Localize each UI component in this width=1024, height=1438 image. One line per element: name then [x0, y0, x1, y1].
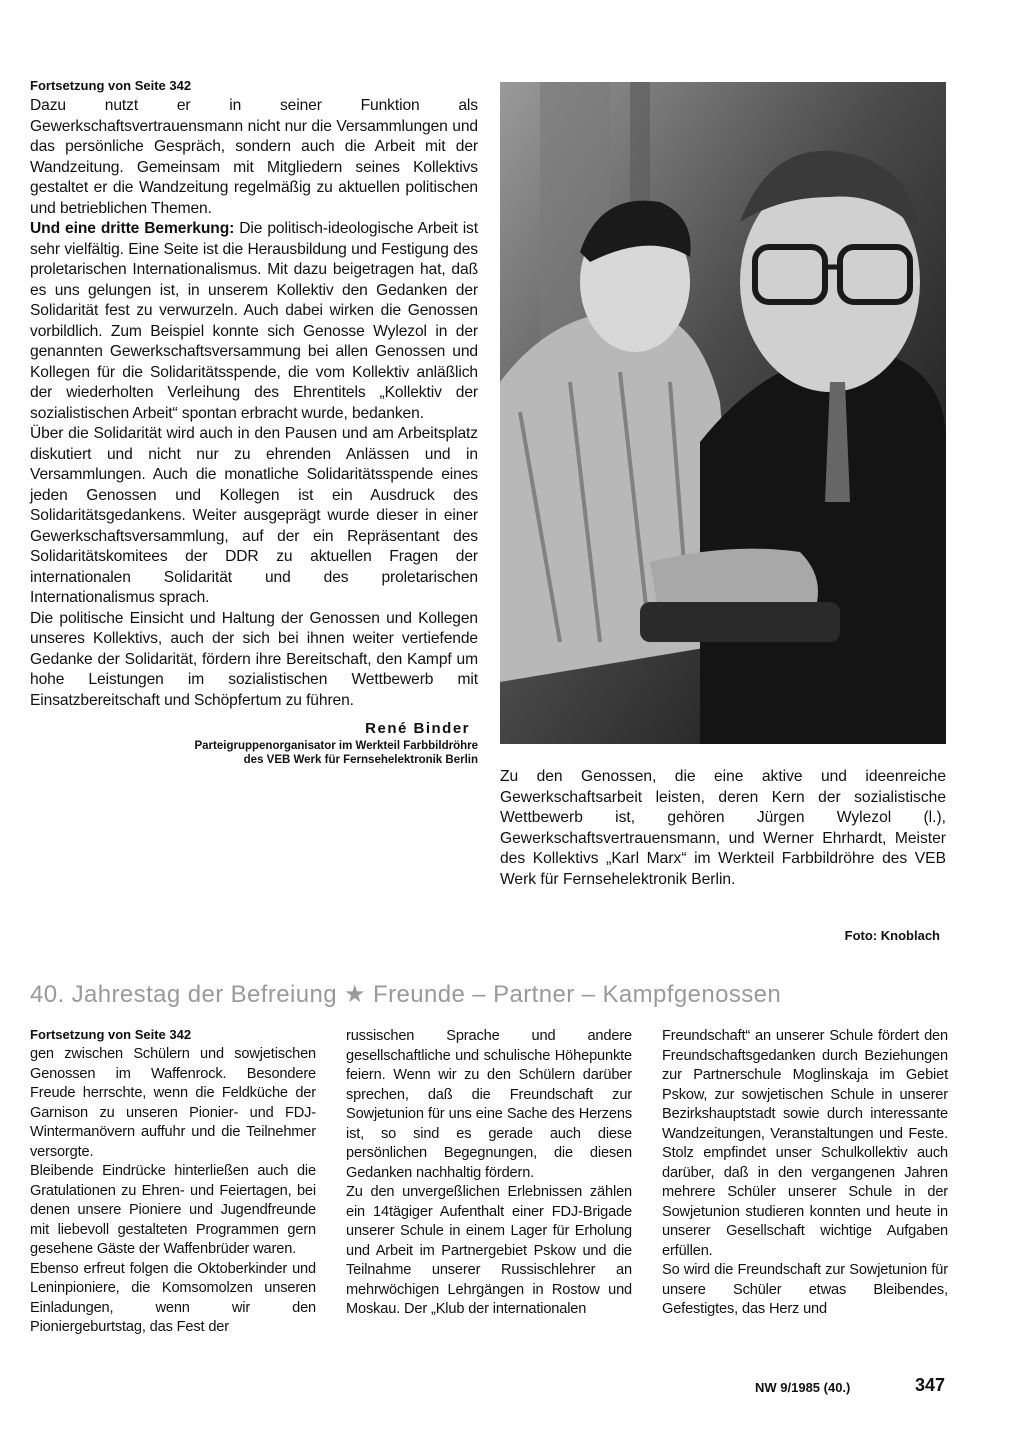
photo-credit: Foto: Knoblach: [844, 928, 940, 943]
remark-lead: Und eine dritte Bemerkung:: [30, 220, 235, 237]
author-role: des VEB Werk für Fernsehelektronik Berlin: [243, 754, 478, 766]
continuation-label: Fortsetzung von Seite 342: [30, 78, 192, 93]
section-banner: 40. Jahrestag der Befreiung ★ Freunde – Partner – Kampfgenossen: [30, 981, 782, 1008]
issue-label: NW 9/1985 (40.): [755, 1380, 851, 1395]
article-photo: [500, 82, 946, 744]
photo-caption: Zu den Genossen, die eine aktive und ideenreiche Gewerkschaftsarbeit leisten, deren Kern der sozialistische Wettbewerb ist, gehören Jürgen Wylezol (l.), Gewerkschaftsvertrauensmann, und Werner Ehrhardt, Meister des Kollektivs „Karl Marx“ im Werkteil Farbbildröhre des VEB Werk für Fernsehelektronik Berlin.: [500, 768, 946, 888]
paragraph: Ebenso erfreut folgen die Oktoberkinder und Leninpioniere, die Komsomolzen unseren Einladungen, wenn wir den Pioniergeburtstag, das Fest der: [30, 1260, 316, 1335]
page-number: 347: [915, 1375, 946, 1395]
column-1: [30, 1027, 316, 1338]
paragraph: [30, 219, 478, 424]
author-name: René Binder: [365, 720, 470, 737]
paragraph: So wird die Freundschaft zur Sowjetunion für unsere Schüler etwas Bleibendes, Gefestigtes, das Herz und: [662, 1262, 948, 1317]
paragraph: gen zwischen Schülern und sowjetischen Genossen im Waffenrock. Besondere Freude herrschte, wenn die Feldküche der Garnison zu unseren Pionier- und FDJ-Wintermanövern auffuhr und die Teilnehmer versorgte.: [30, 1046, 316, 1160]
author-role: Parteigruppenorganisator im Werkteil Farbbildröhre: [194, 740, 478, 752]
column-3: [662, 1027, 948, 1338]
paragraph: Die politische Einsicht und Haltung der Genossen und Kollegen unseres Kollektivs, auch der sich bei ihnen weiter vertiefende Gedanke der Solidarität, fördern ihre Bereitschaft, den Kampf um hohe Leistungen im sozialistischen Wettbewerb mit Einsatzbereitschaft und Schöpfertum zu führen.: [30, 609, 478, 709]
article-top-column: [30, 78, 478, 767]
remark-text: Die politisch-ideologische Arbeit ist sehr vielfältig. Eine Seite ist die Herausbildung und Festigung des proletarischen Internationalismus. Mit dazu beigetragen hat, daß es uns gelungen ist, in unserem Kollektiv den Gedanken der Solidarität fest zu verwurzeln. Auch dabei wirken die Genossen vorbildlich. Zum Beispiel konnte sich Genosse Wylezol in der genannten Gewerkschaftsversammung bei allen Genossen und Kollegen für die Solidaritätsspende, die vom Kollektiv anläßlich der wiederholten Verleihung des Ehrentitels „Kollektiv der sozialistischen Arbeit“ spontan erbracht wurde, bedanken.: [30, 220, 478, 422]
paragraph: Dazu nutzt er in seiner Funktion als Gewerkschaftsvertrauensmann nicht nur die Versammlungen und das persönliche Gespräch, sondern auch die Arbeit mit der Wandzeitung. Gemeinsam mit Mitgliedern seines Kollektivs gestaltet er die Wandzeitung regelmäßig zu aktuellen politischen und betrieblichen Themen.: [30, 97, 478, 217]
bottom-article: [30, 1027, 948, 1338]
paragraph: Zu den unvergeßlichen Erlebnissen zählen ein 14tägiger Aufenthalt einer FDJ-Brigade unserer Schule in einem Lager für Erholung und Arbeit im Partnergebiet Pskow und die Teilnahme unserer Russischlehrer an mehrwöchigen Lehrgängen in Rostow und Moskau. Der „Klub der internationalen: [346, 1184, 632, 1317]
paragraph: Freundschaft“ an unserer Schule fördert den Freundschaftsgedanken durch Beziehungen zur Partnerschule Moglinskaja im Gebiet Pskow, zur sowjetischen Schule in unserer Bezirkshauptstadt sowie durch interessante Wandzeitungen, Veranstaltungen und Feste. Stolz empfindet unser Schulkollektiv auch darüber, daß in den vergangenen Jahren mehrere Schüler unserer Schule in der Sowjetunion studieren konnten und heute in unserer Gesellschaft wichtige Aufgaben erfüllen.: [662, 1028, 948, 1259]
signature-block: [30, 719, 478, 767]
photo-illustration: [500, 82, 946, 744]
paragraph: Bleibende Eindrücke hinterließen auch die Gratulationen zu Ehren- und Feiertagen, bei denen unsere Pioniere und Jugendfreunde mit liebevoll gestalteten Programmen gern gesehene Gäste der Waffenbrüder waren.: [30, 1163, 316, 1257]
paragraph: russischen Sprache und andere gesellschaftliche und schulische Höhepunkte feiern. Wenn wir zu den Schülern darüber sprechen, daß die Freundschaft zur Sowjetunion für uns eine Sache des Herzens ist, so sind es gerade auch diese persönlichen Begegnungen, die diesen Gedanken nachhaltig fördern.: [346, 1028, 632, 1181]
paragraph: Über die Solidarität wird auch in den Pausen und am Arbeitsplatz diskutiert und nicht nur zu ehrenden Anlässen und in Versammlungen. Auch die monatliche Solidaritätsspende eines jeden Genossen und Kollegen ist ein Ausdruck des Solidaritätsgedankens. Weiter ausgeprägt wurde dieser in einer Gewerkschaftsversammlung, auf der ein Repräsentant des Solidaritätskomitees der DDR zu aktuellen Fragen der internationalen Solidarität und des proletarischen Internationalismus sprach.: [30, 425, 478, 606]
continuation-label: Fortsetzung von Seite 342: [30, 1027, 192, 1042]
column-2: [346, 1027, 632, 1338]
article-body: [30, 96, 478, 711]
